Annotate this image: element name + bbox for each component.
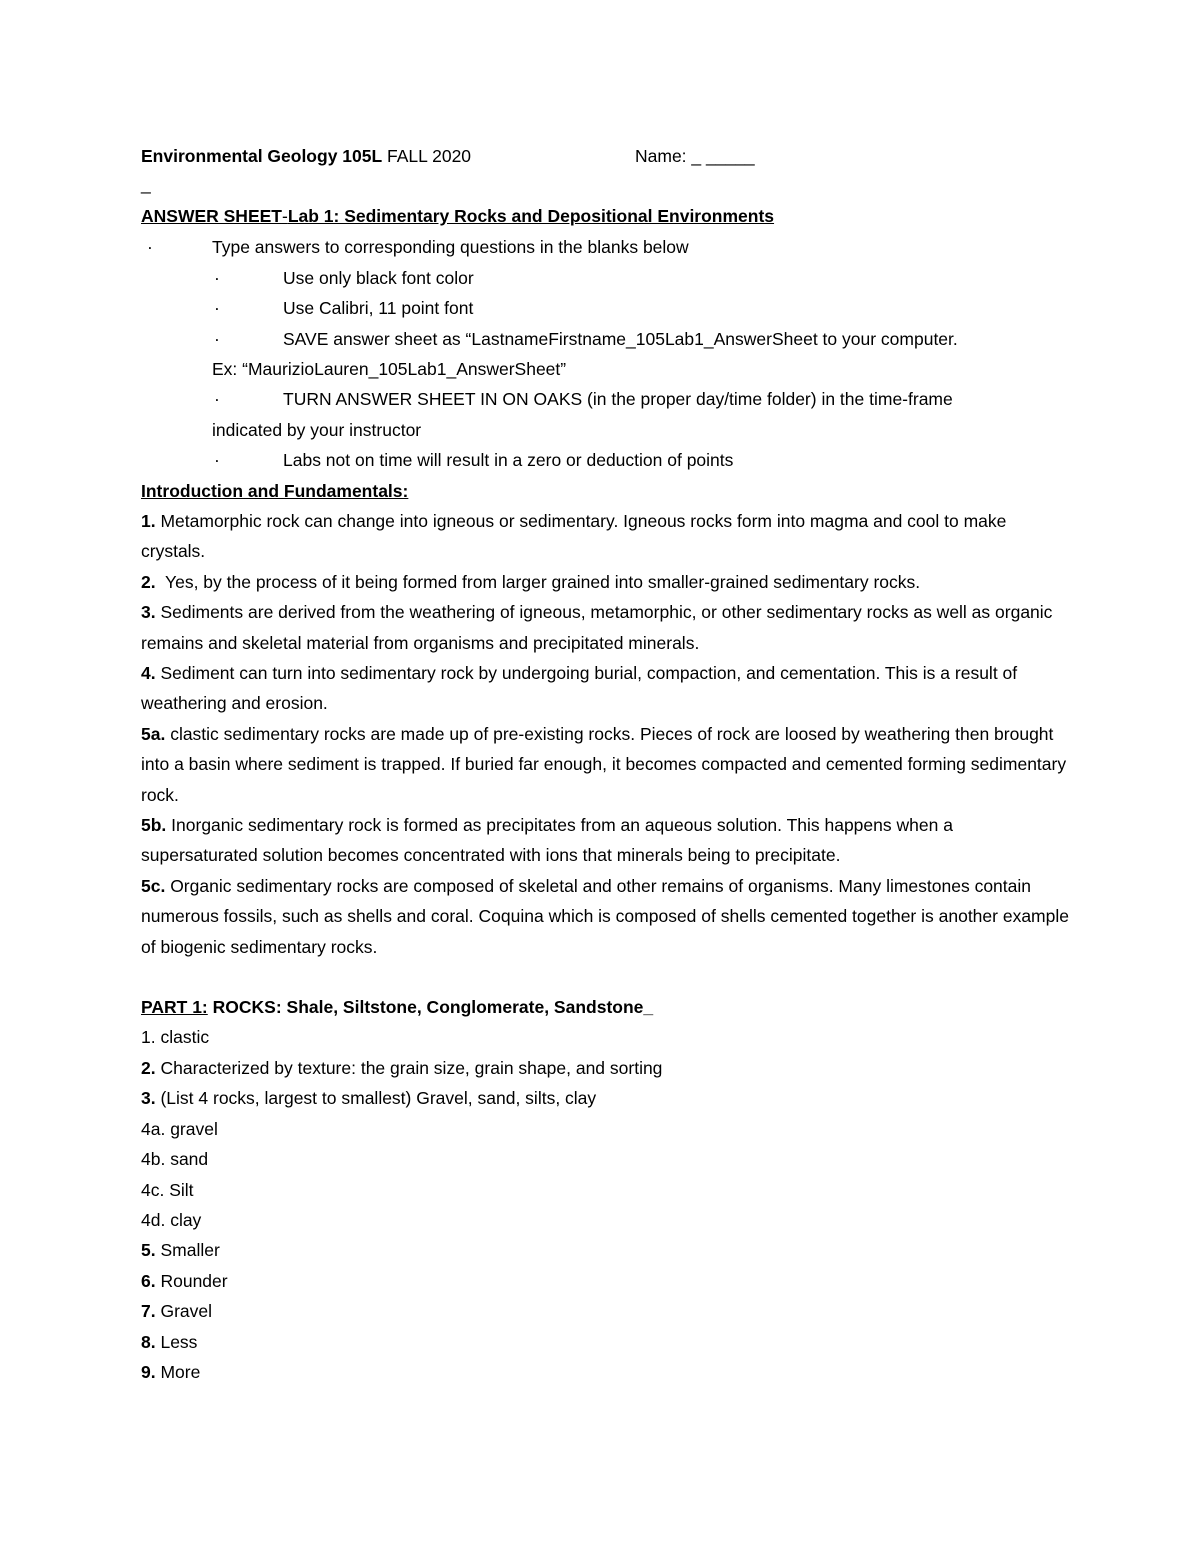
- bullet-icon: ·: [214, 298, 220, 319]
- instructions-list: [141, 232, 1071, 475]
- instruction-item: · Use Calibri, 11 point font: [141, 293, 1071, 323]
- stray-mark: _: [141, 174, 151, 194]
- answer-item: 1. clastic: [141, 1027, 210, 1048]
- intro-answers: [141, 506, 1071, 962]
- instruction-continuation: indicated by your instructor: [212, 419, 422, 440]
- instruction-continuation: Ex: “MaurizioLauren_105Lab1_AnswerSheet”: [212, 358, 567, 379]
- answer-item: 1. Metamorphic rock can change into igneous or sedimentary. Igneous rocks form into magma and cool to make crystals.: [141, 510, 1007, 562]
- header: [141, 143, 1071, 173]
- instruction-item: · Labs not on time will result in a zero or deduction of points: [141, 445, 1071, 475]
- answer-item: 5c. Organic sedimentary rocks are composed of skeletal and other remains of organisms. Many limestones contain numerous fossils, such as shells and coral. Coquina which is composed of shells cemented together is another example of biogenic sedimentary rocks.: [141, 875, 1069, 957]
- instruction-item: · Use only black font color: [141, 263, 1071, 293]
- answer-item: 4. Sediment can turn into sedimentary rock by undergoing burial, compaction, and cementation. This is a result of weathering and erosion.: [141, 663, 1018, 714]
- answer-sheet: [141, 143, 1071, 1387]
- instruction-item: · SAVE answer sheet as “LastnameFirstname_105Lab1_AnswerSheet to your computer.: [141, 324, 1071, 354]
- answer-item: 7. Gravel: [141, 1301, 213, 1322]
- bullet-icon: ·: [214, 450, 220, 471]
- bullet-icon: ·: [147, 237, 153, 258]
- answer-item: 5. Smaller: [141, 1240, 220, 1261]
- answer-item: 4a. gravel: [141, 1118, 218, 1139]
- bullet-icon: ·: [214, 389, 220, 410]
- answer-item: 8. Less: [141, 1331, 198, 1352]
- bullet-icon: ·: [214, 328, 220, 349]
- answer-item: 6. Rounder: [141, 1270, 228, 1291]
- answer-item: 2. Characterized by texture: the grain size, grain shape, and sorting: [141, 1057, 663, 1078]
- bullet-icon: ·: [214, 267, 220, 288]
- answer-item: 5b. Inorganic sedimentary rock is formed as precipitates from an aqueous solution. This happens when a supersaturated solution becomes concentrated with ions that minerals being to precipitate.: [141, 815, 953, 866]
- answer-item: 3. (List 4 rocks, largest to smallest) Gravel, sand, silts, clay: [141, 1088, 597, 1109]
- answer-item: 9. More: [141, 1361, 201, 1382]
- instruction-item: · Type answers to corresponding questions in the blanks below: [141, 232, 1071, 262]
- answer-item: 5a. clastic sedimentary rocks are made up of pre-existing rocks. Pieces of rock are loosed by weathering then brought into a basin where sediment is trapped. If buried far enough, it becomes compacted and cemented forming sedimentary rock.: [141, 723, 1067, 805]
- part1-heading: PART 1: ROCKS: Shale, Siltstone, Conglomerate, Sandstone_: [141, 997, 654, 1018]
- instruction-item: · TURN ANSWER SHEET IN ON OAKS (in the proper day/time folder) in the time-frame: [141, 384, 1071, 414]
- section-spacer: [141, 962, 1071, 992]
- course-title: Environmental Geology 105L FALL 2020: [141, 146, 472, 166]
- intro-heading: Introduction and Fundamentals:: [141, 480, 409, 501]
- answer-item: 4d. clay: [141, 1209, 202, 1230]
- name-field: Name: _ _____: [635, 146, 755, 166]
- answer-item: 4b. sand: [141, 1149, 209, 1170]
- part1-answers: [141, 1022, 1071, 1387]
- answer-item: 4c. Silt: [141, 1179, 194, 1200]
- answer-item: 2. Yes, by the process of it being formed from larger grained into smaller-grained sedimentary rocks.: [141, 571, 921, 592]
- answer-item: 3. Sediments are derived from the weathering of igneous, metamorphic, or other sedimentary rocks as well as organic remains and skeletal material from organisms and precipitated minerals.: [141, 602, 1053, 653]
- sheet-title: ANSWER SHEET-Lab 1: Sedimentary Rocks and Depositional Environments: [141, 206, 775, 226]
